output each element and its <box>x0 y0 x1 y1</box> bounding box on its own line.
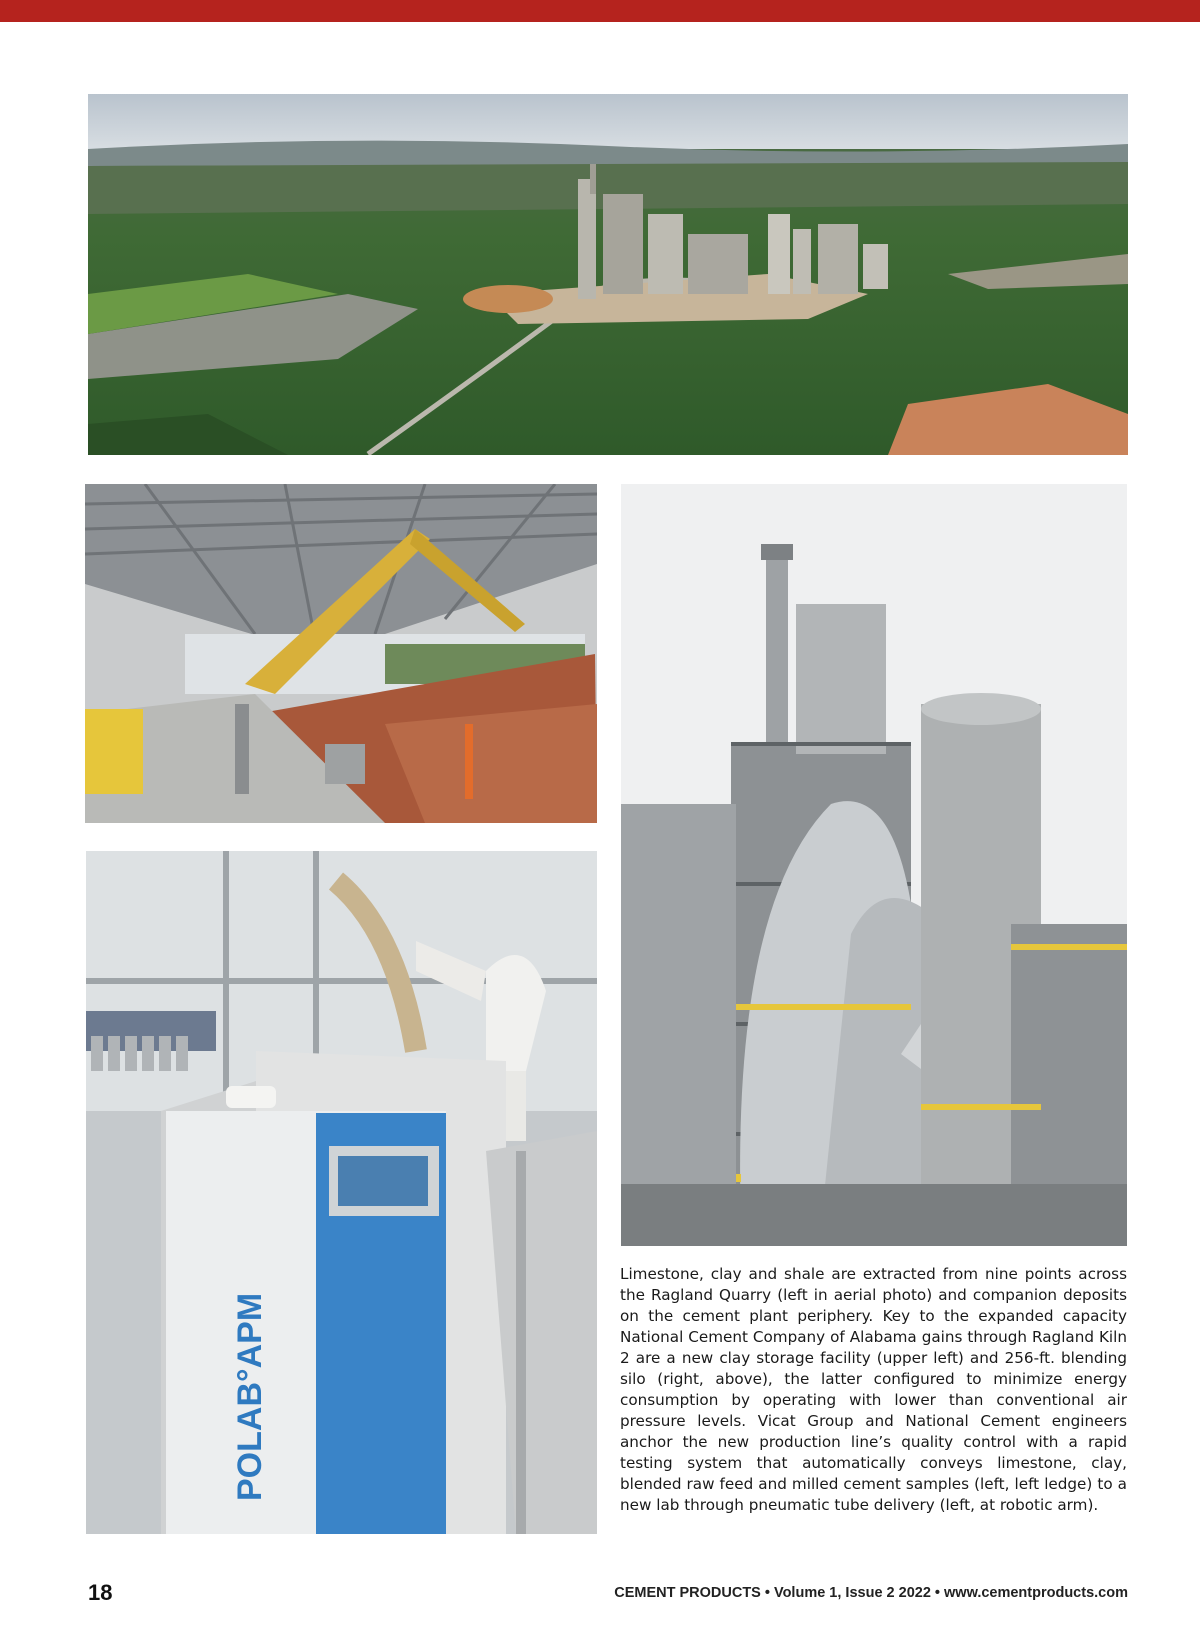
photo-caption: Limestone, clay and shale are extracted from nine points across the Ragland Quarry (left in aerial photo) and companion deposits on the cement plant periphery. Key to the expanded capacity National Cement Company of Alabama gains through Ragland Kiln 2 are a new clay storage facility (upper left) and 256-ft. blending silo (right, above), the latter configured to minimize energy consumption by operating with lower than conventional air pressure levels. Vicat Group and National Cement engineers anchor the new production line’s quality control with a rapid testing system that automatically conveys limestone, clay, blended raw feed and milled cement samples (left, left ledge) to a new lab through pneumatic tube delivery (left, at robotic arm). <box>620 1265 1127 1514</box>
preheater-tower-photo <box>621 484 1127 1246</box>
aerial-plant-photo <box>88 94 1128 455</box>
top-accent-bar <box>0 0 1200 22</box>
magazine-footer: CEMENT PRODUCTS • Volume 1, Issue 2 2022 • www.cementproducts.com <box>614 1585 1128 1601</box>
robotic-lab-photo <box>86 851 597 1534</box>
page-number: 18 <box>88 1580 113 1605</box>
lab-brand-text: POLAB°APM <box>231 1292 269 1501</box>
clay-storage-photo <box>85 484 597 823</box>
